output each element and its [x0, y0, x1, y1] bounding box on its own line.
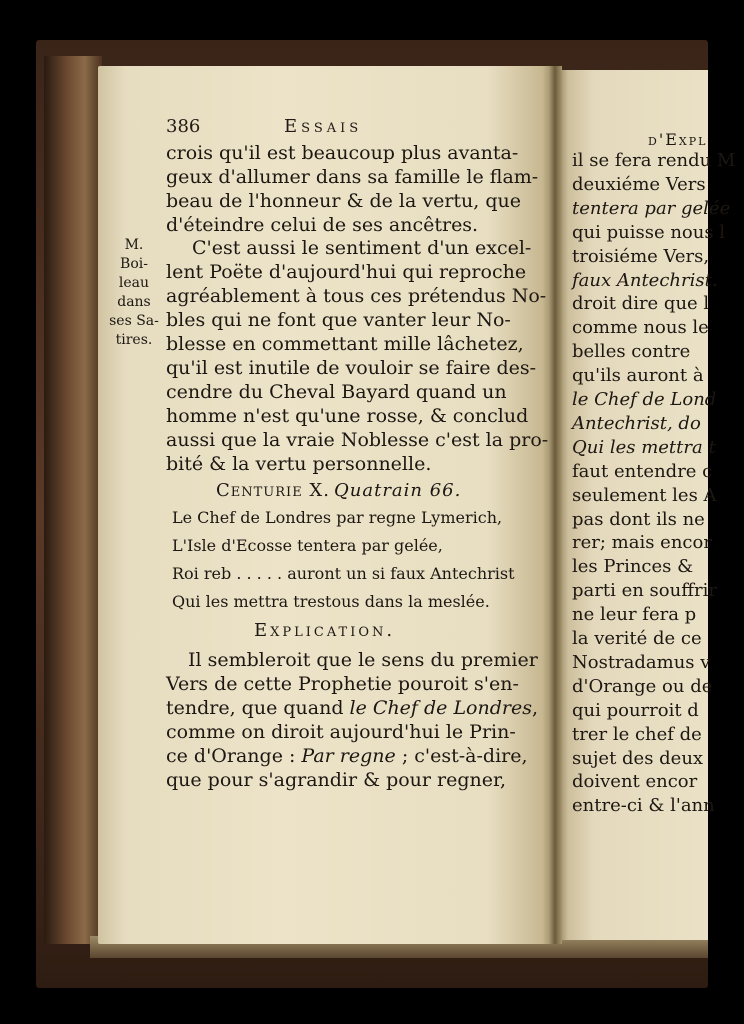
- right-text-line: qui pourroit d: [572, 699, 699, 721]
- margin-note-line: dans: [117, 294, 151, 310]
- right-text-line: qu'ils auront à: [572, 365, 704, 387]
- right-text-line: tentera par gelée: [572, 197, 731, 219]
- right-text-line: doivent encor: [572, 771, 698, 793]
- explication-heading: Explication.: [254, 620, 396, 641]
- text-line: blesse en commettant mille lâchetez,: [166, 333, 524, 355]
- text-line: geux d'allumer dans sa famille le flam-: [166, 166, 539, 188]
- margin-note-line: M.: [124, 237, 144, 253]
- text-line: [188, 649, 538, 671]
- text-line: [166, 673, 519, 695]
- right-text-line: la verité de ce: [572, 628, 702, 649]
- text-span: ce d'Orange :: [166, 745, 302, 767]
- right-page-text: [556, 70, 736, 940]
- quatrain-line: Roi reb . . . . . auront un si faux Antechrist: [172, 564, 515, 583]
- text-span: que pour s'agrandir & pour regner,: [166, 769, 507, 791]
- right-text-line: deuxiéme Vers: [572, 173, 706, 195]
- right-text-line: d'Orange ou de: [572, 675, 713, 697]
- page-number: 386: [166, 116, 201, 137]
- right-text-line: Qui les mettra t: [572, 436, 716, 458]
- right-text-line: il se fera rendu M: [572, 150, 736, 171]
- text-span: Il sembleroit que le sens du premier: [188, 649, 538, 671]
- text-line: aussi que la vraie Noblesse c'est la pro-: [166, 429, 549, 451]
- text-line: [166, 721, 516, 743]
- margin-note-line: leau: [118, 275, 150, 291]
- text-span: ; c'est-à-dire,: [395, 745, 528, 767]
- text-line: cendre du Cheval Bayard quand un: [166, 381, 507, 403]
- text-span-italic: le Chef de Londres: [349, 697, 532, 719]
- book-spine-edge: [44, 56, 102, 944]
- margin-note-line: tires.: [115, 332, 153, 348]
- right-text-line: le Chef de Lond: [572, 389, 717, 410]
- text-line: lent Poëte d'aujourd'hui qui reproche: [166, 261, 527, 283]
- text-span: Vers de cette Prophetie pouroit s'en-: [166, 673, 519, 695]
- text-line: bité & la vertu personnelle.: [166, 453, 432, 475]
- quatrain-line: Le Chef de Londres par regne Lymerich,: [172, 508, 503, 527]
- text-line: C'est aussi le sentiment d'un excel-: [192, 237, 532, 259]
- text-span: ,: [531, 697, 539, 719]
- margin-note-line: ses Sa-: [109, 313, 159, 329]
- right-text-line: Antechrist, do: [572, 412, 701, 434]
- text-line: d'éteindre celui de ses ancêtres.: [166, 214, 479, 236]
- right-text-line: parti en souffrir: [572, 580, 717, 602]
- text-line: bles qui ne font que vanter leur No-: [166, 309, 511, 331]
- quatrain-line: L'Isle d'Ecosse tentera par gelée,: [172, 536, 443, 555]
- text-line: [166, 697, 538, 719]
- right-text-line: faux Antechrist.: [572, 269, 718, 291]
- right-running-title: d'Expl: [648, 130, 708, 149]
- running-title: Essais: [284, 116, 363, 137]
- text-line: agréablement à tous ces prétendus No-: [166, 285, 547, 307]
- text-line: crois qu'il est beaucoup plus avanta-: [166, 142, 519, 164]
- right-text-line: ne leur fera p: [572, 604, 697, 626]
- right-text-line: belles contre: [572, 341, 691, 363]
- right-text-line: seulement les A: [572, 484, 717, 506]
- right-text-line: sujet des deux: [572, 747, 704, 769]
- right-text-line: les Princes &: [572, 556, 694, 578]
- right-text-line: rer; mais encor: [572, 532, 712, 554]
- margin-note: [108, 236, 160, 350]
- right-text-line: troisiéme Vers,: [572, 245, 710, 267]
- right-text-line: entre-ci & l'ann: [572, 795, 715, 817]
- quatrain-line: Qui les mettra trestous dans la meslée.: [172, 592, 490, 611]
- right-text-line: droit dire que l: [572, 293, 710, 315]
- right-text-line: trer le chef de: [572, 723, 702, 745]
- right-text-line: comme nous le: [572, 317, 709, 339]
- text-span: tendre, que quand: [166, 697, 350, 719]
- text-line: [166, 745, 528, 767]
- text-span: comme on diroit aujourd'hui le Prin-: [166, 721, 516, 743]
- text-line: beau de l'honneur & de la vertu, que: [166, 190, 522, 212]
- right-text-line: qui puisse nous l: [572, 221, 726, 243]
- text-line: homme n'est qu'une rosse, & conclud: [166, 405, 529, 427]
- text-line: [166, 769, 506, 791]
- text-span-italic: Par regne: [301, 745, 396, 767]
- quatrain-heading: Quatrain 66.: [334, 480, 462, 501]
- text-line: qu'il est inutile de vouloir se faire des-: [166, 357, 537, 379]
- right-text-line: Nostradamus v: [572, 651, 711, 673]
- page-header: [166, 116, 526, 138]
- centurie-heading: Centurie X.: [216, 480, 330, 501]
- right-text-line: faut entendre c: [572, 460, 713, 482]
- margin-note-line: Boi-: [120, 256, 148, 272]
- right-text-line: pas dont ils ne: [572, 508, 705, 530]
